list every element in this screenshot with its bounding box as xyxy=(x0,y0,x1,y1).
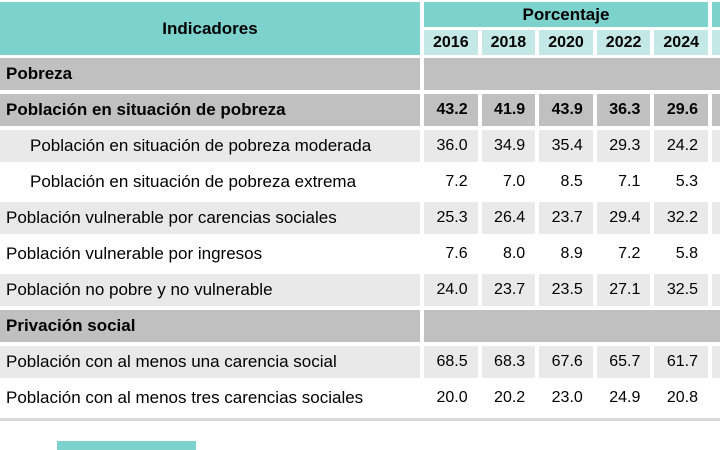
row-right-sliver xyxy=(712,274,720,306)
table-row xyxy=(0,238,720,270)
row-right-sliver xyxy=(712,346,720,378)
cell-value: 36.0 xyxy=(424,130,478,162)
section-label: Pobreza xyxy=(0,58,420,90)
row-right-sliver xyxy=(712,166,720,198)
table-row xyxy=(0,130,720,162)
section-row-privacion-social xyxy=(0,310,720,342)
cell-value: 43.2 xyxy=(424,94,478,126)
header-right-sliver xyxy=(712,2,720,27)
cell-value: 5.3 xyxy=(654,166,708,198)
cell-value: 7.2 xyxy=(597,238,651,270)
table-bottom-rule xyxy=(0,418,720,421)
row-label: Población no pobre y no vulnerable xyxy=(0,274,420,306)
cell-value: 20.2 xyxy=(482,382,536,414)
section-row-pobreza xyxy=(0,58,720,90)
cell-value: 24.9 xyxy=(597,382,651,414)
year-header-2018: 2018 xyxy=(482,30,536,55)
cell-value: 25.3 xyxy=(424,202,478,234)
cell-value: 23.5 xyxy=(539,274,593,306)
cell-value: 68.3 xyxy=(482,346,536,378)
cell-value: 20.0 xyxy=(424,382,478,414)
cell-value: 23.7 xyxy=(539,202,593,234)
row-label: Población en situación de pobreza extrema xyxy=(0,166,420,198)
cell-value: 29.4 xyxy=(597,202,651,234)
cell-value: 23.7 xyxy=(482,274,536,306)
section-filler xyxy=(424,58,720,90)
cell-value: 32.5 xyxy=(654,274,708,306)
row-right-sliver xyxy=(712,202,720,234)
table-row xyxy=(0,346,720,378)
table-header xyxy=(0,2,720,55)
table-row xyxy=(0,382,720,414)
footer-teal-bar xyxy=(57,441,196,450)
table-row xyxy=(0,166,720,198)
year-header-2022: 2022 xyxy=(597,30,651,55)
cell-value: 23.0 xyxy=(539,382,593,414)
year-header-2016: 2016 xyxy=(424,30,478,55)
table-row xyxy=(0,94,720,126)
cell-value: 24.2 xyxy=(654,130,708,162)
cell-value: 7.2 xyxy=(424,166,478,198)
cell-value: 27.1 xyxy=(597,274,651,306)
row-label: Población con al menos tres carencias sociales xyxy=(0,382,420,414)
cell-value: 7.1 xyxy=(597,166,651,198)
row-right-sliver xyxy=(712,382,720,414)
row-label: Población en situación de pobreza moderada xyxy=(0,130,420,162)
year-header-2020: 2020 xyxy=(539,30,593,55)
cell-value: 41.9 xyxy=(482,94,536,126)
section-filler xyxy=(424,310,720,342)
year-row-right-sliver xyxy=(712,30,720,55)
cell-value: 8.5 xyxy=(539,166,593,198)
cell-value: 5.8 xyxy=(654,238,708,270)
cell-value: 8.9 xyxy=(539,238,593,270)
cell-value: 43.9 xyxy=(539,94,593,126)
cell-value: 34.9 xyxy=(482,130,536,162)
row-label: Población con al menos una carencia social xyxy=(0,346,420,378)
indicators-column-header: Indicadores xyxy=(0,2,420,55)
year-header-2024: 2024 xyxy=(654,30,708,55)
cell-value: 67.6 xyxy=(539,346,593,378)
row-right-sliver xyxy=(712,238,720,270)
cell-value: 26.4 xyxy=(482,202,536,234)
table-row xyxy=(0,202,720,234)
cell-value: 65.7 xyxy=(597,346,651,378)
cell-value: 35.4 xyxy=(539,130,593,162)
section-label: Privación social xyxy=(0,310,420,342)
row-label: Población vulnerable por carencias sociales xyxy=(0,202,420,234)
table-row xyxy=(0,274,720,306)
row-right-sliver xyxy=(712,94,720,126)
cell-value: 24.0 xyxy=(424,274,478,306)
cell-value: 7.0 xyxy=(482,166,536,198)
cell-value: 32.2 xyxy=(654,202,708,234)
cell-value: 61.7 xyxy=(654,346,708,378)
cell-value: 29.3 xyxy=(597,130,651,162)
cell-value: 36.3 xyxy=(597,94,651,126)
cell-value: 7.6 xyxy=(424,238,478,270)
cell-value: 68.5 xyxy=(424,346,478,378)
cell-value: 8.0 xyxy=(482,238,536,270)
percentage-group-header: Porcentaje xyxy=(424,2,708,27)
cell-value: 20.8 xyxy=(654,382,708,414)
indicators-table xyxy=(0,2,720,421)
row-right-sliver xyxy=(712,130,720,162)
row-label: Población en situación de pobreza xyxy=(0,94,420,126)
row-label: Población vulnerable por ingresos xyxy=(0,238,420,270)
cell-value: 29.6 xyxy=(654,94,708,126)
